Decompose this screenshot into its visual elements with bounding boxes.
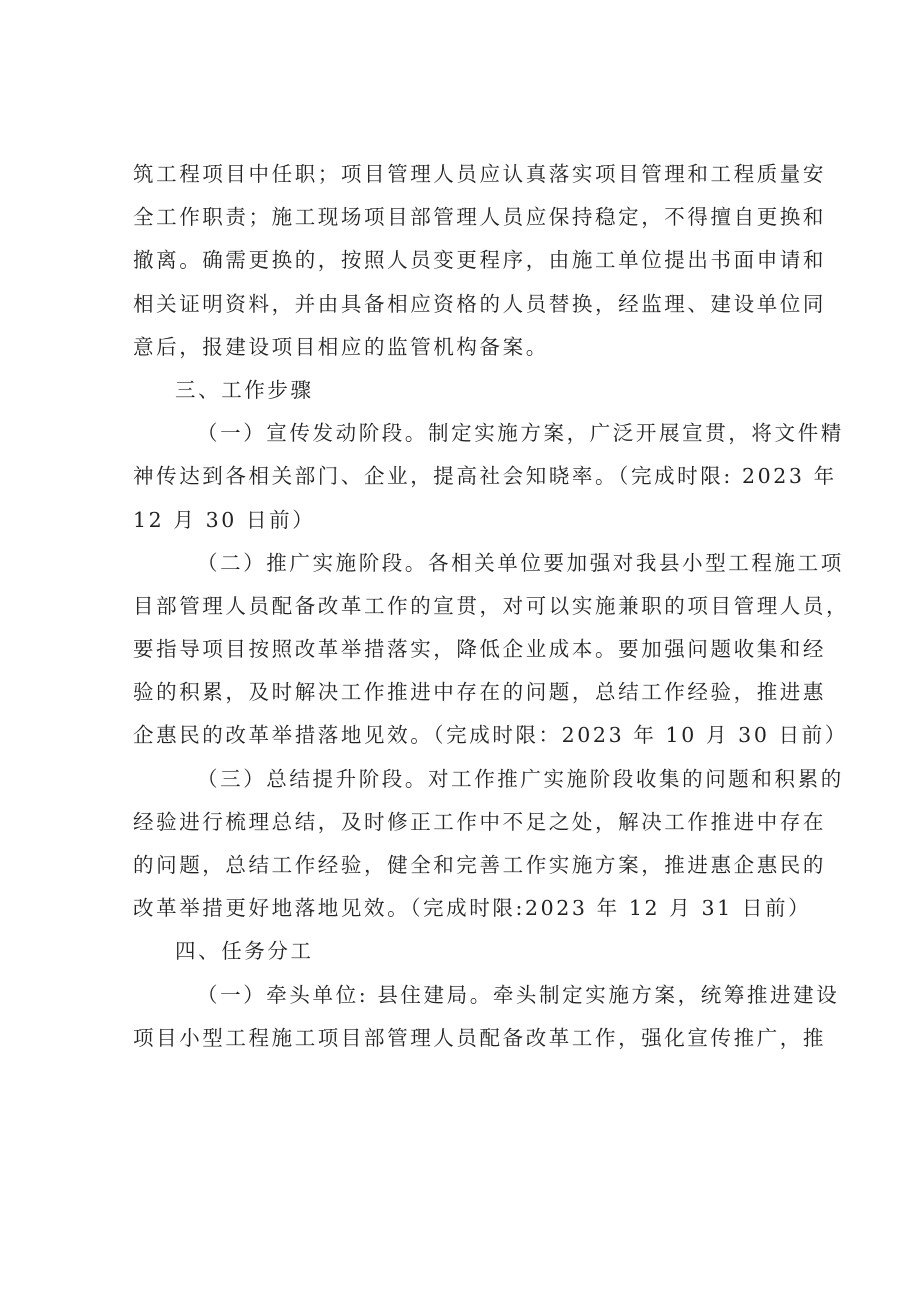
section-heading-work-steps: 三、工作步骤 xyxy=(175,377,314,402)
paragraph-continuation-line: 相关证明资料，并由具备相应资格的人员替换，经监理、建设单位同 xyxy=(133,291,826,316)
step-3-line: 改革举措更好地落地见效。（完成时限:2023 年 12 月 31 日前） xyxy=(133,896,812,921)
step-1-line: 12 月 30 日前） xyxy=(133,507,316,532)
step-2-line: 要指导项目按照改革举措落实，降低企业成本。要加强问题收集和经 xyxy=(133,637,826,662)
task-1-first-line: （一）牵头单位: 县住建局。牵头制定实施方案，统筹推进建设 xyxy=(197,982,840,1007)
paragraph-continuation-line: 筑工程项目中任职；项目管理人员应认真落实项目管理和工程质量安 xyxy=(133,162,826,186)
step-1-line: 神传达到各相关部门、企业，提高社会知晓率。（完成时限: 2023 年 xyxy=(133,464,837,489)
paragraph-continuation-line: 撤离。确需更换的，按照人员变更程序，由施工单位提出书面申请和 xyxy=(133,248,826,273)
step-2-first-line: （二）推广实施阶段。各相关单位要加强对我县小型工程施工项 xyxy=(197,550,844,575)
paragraph-continuation-line: 全工作职责；施工现场项目部管理人员应保持稳定，不得擅自更换和 xyxy=(133,205,826,230)
task-1-line: 项目小型工程施工项目部管理人员配备改革工作，强化宣传推广，推 xyxy=(133,1025,826,1050)
document-body xyxy=(133,153,850,1060)
step-3-line: 的问题，总结工作经验，健全和完善工作实施方案，推进惠企惠民的 xyxy=(133,853,826,877)
step-1-first-line: （一）宣传发动阶段。制定实施方案，广泛开展宣贯，将文件精 xyxy=(197,421,844,446)
paragraph-continuation-line: 意后，报建设项目相应的监管机构备案。 xyxy=(133,334,549,359)
step-2-line: 企惠民的改革举措落地见效。（完成时限：2023 年 10 月 30 日前） xyxy=(133,723,848,748)
step-3-first-line: （三）总结提升阶段。对工作推广实施阶段收集的问题和积累的 xyxy=(197,766,844,791)
step-2-line: 目部管理人员配备改革工作的宣贯，对可以实施兼职的项目管理人员， xyxy=(133,593,850,618)
step-2-line: 验的积累，及时解决工作推进中存在的问题，总结工作经验，推进惠 xyxy=(133,680,826,705)
section-heading-task-division: 四、任务分工 xyxy=(175,939,314,964)
step-3-line: 经验进行梳理总结，及时修正工作中不足之处，解决工作推进中存在 xyxy=(133,809,826,834)
